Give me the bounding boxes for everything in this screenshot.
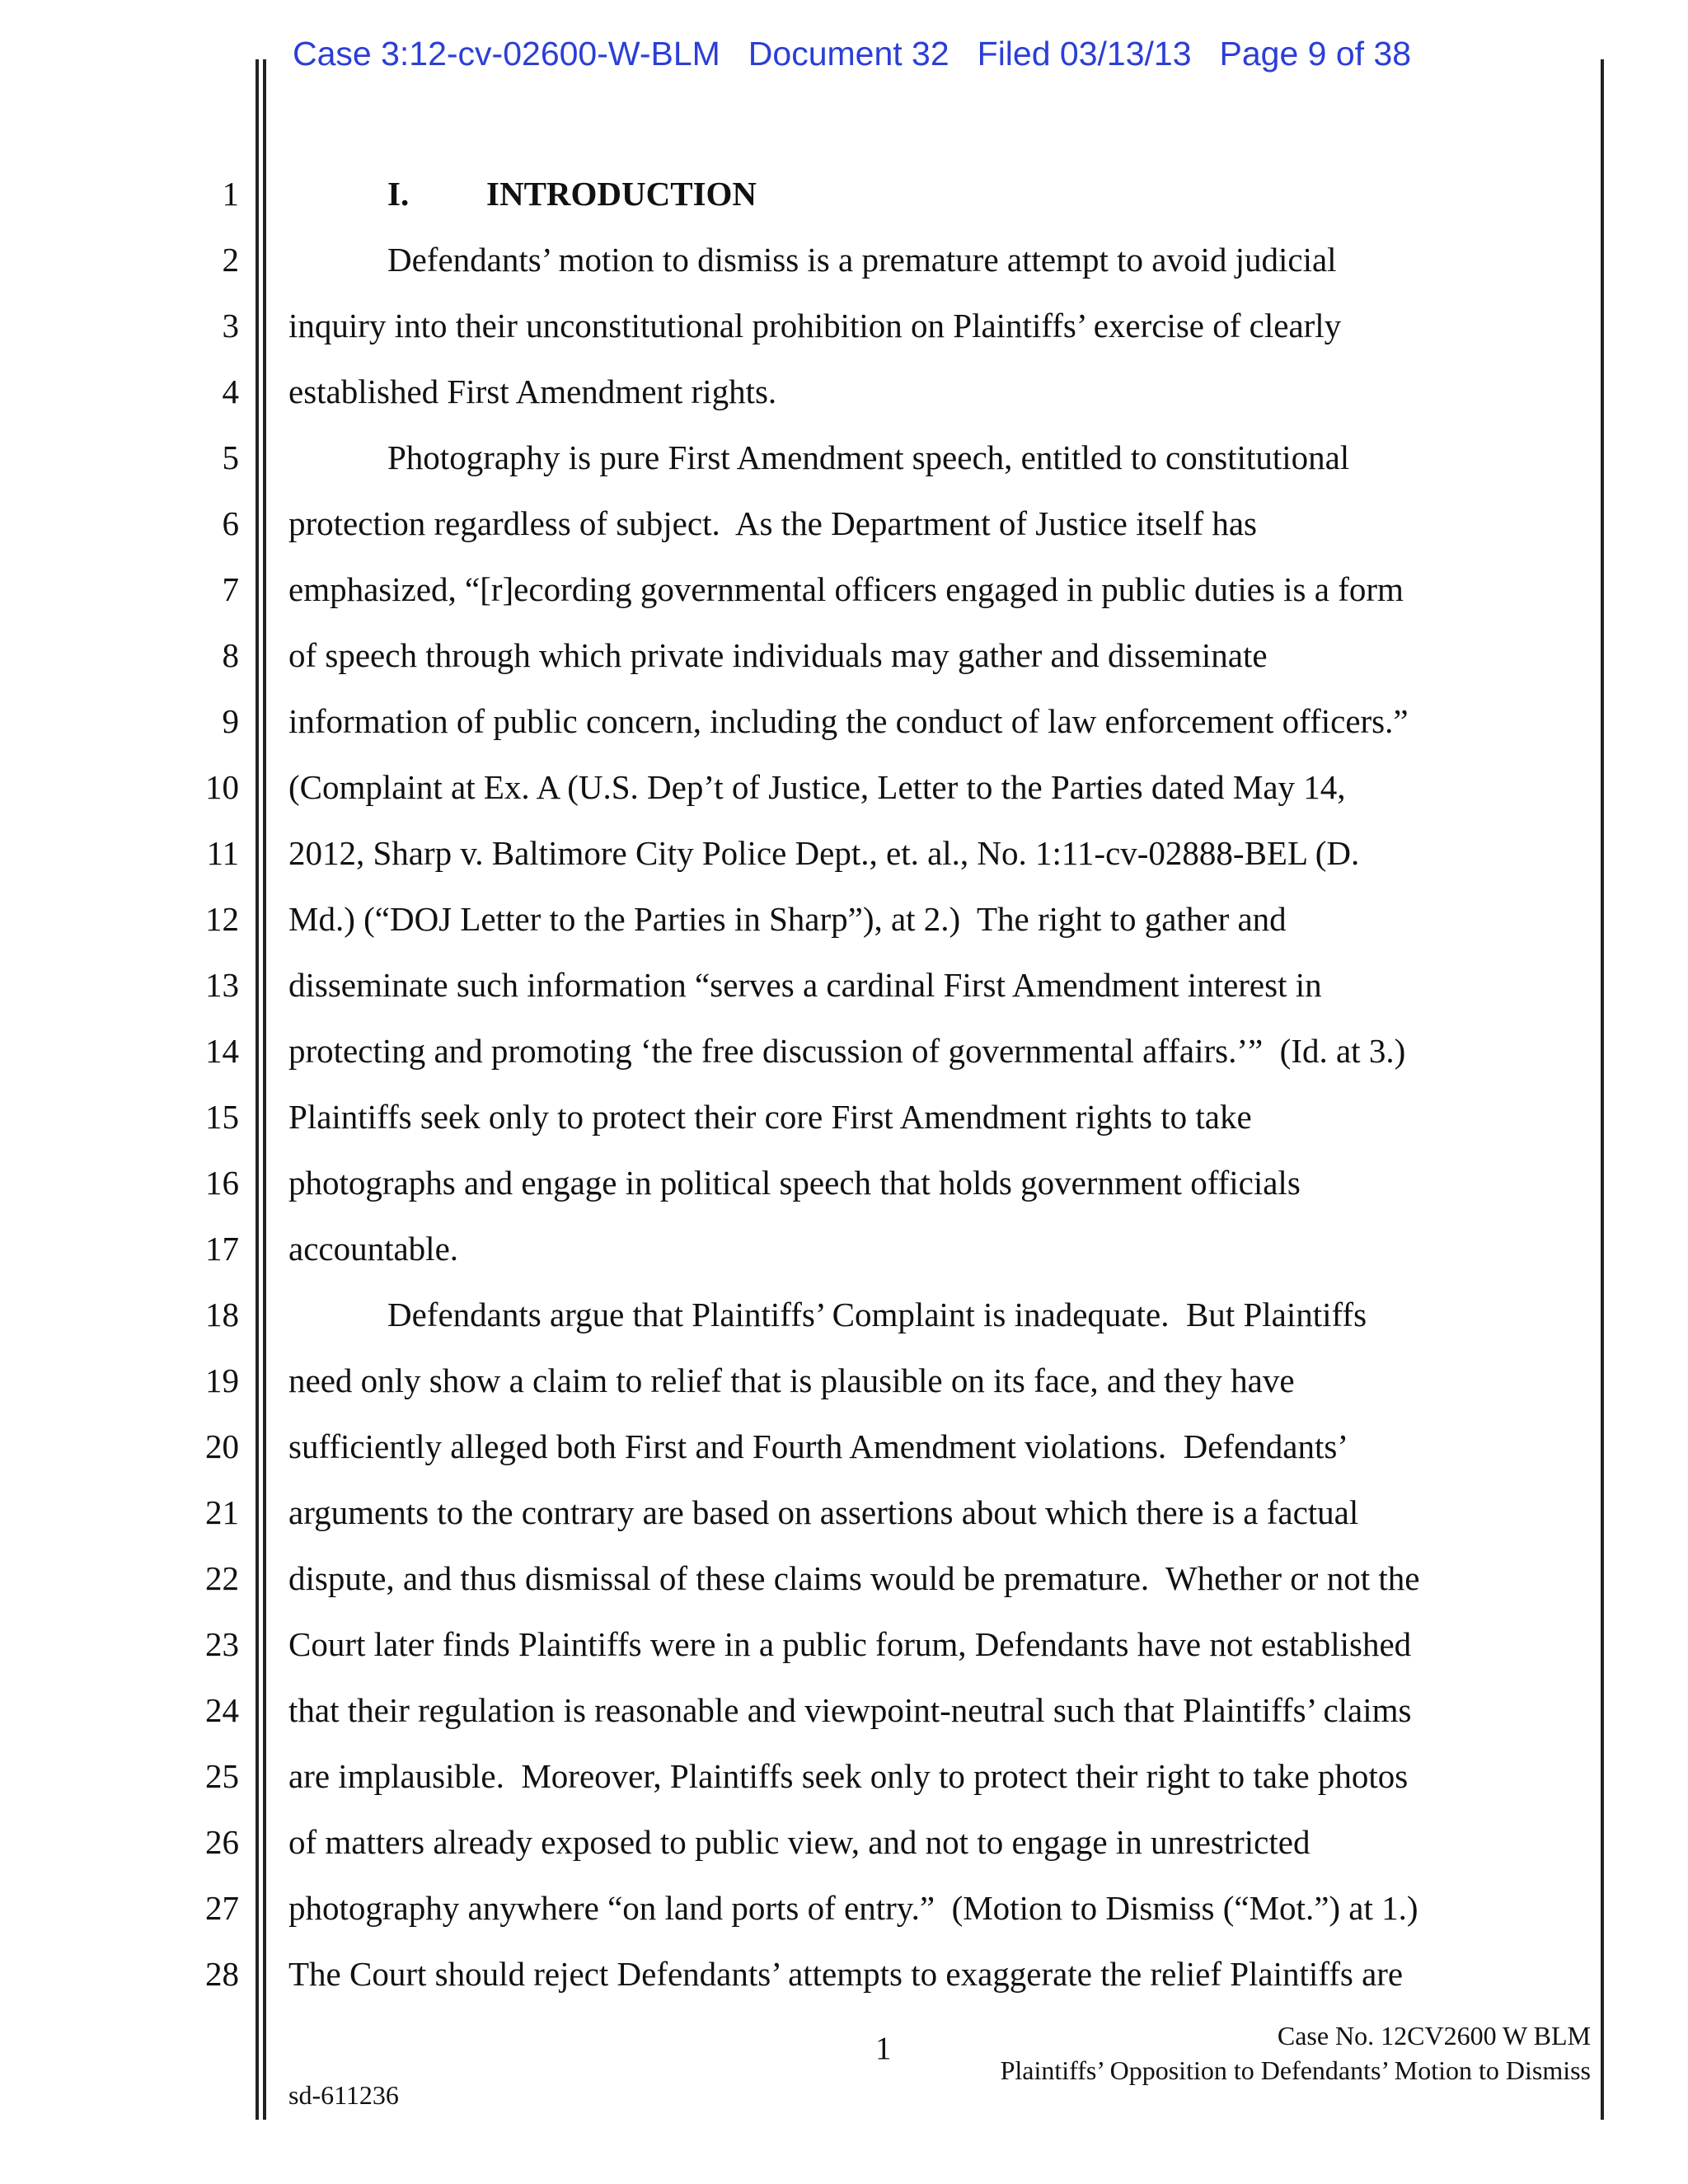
line-number: 10 (205, 768, 239, 806)
text-line: established First Amendment rights. (288, 373, 777, 410)
text-line: are implausible. Moreover, Plaintiffs seek only to protect their right to take photos (288, 1757, 1409, 1795)
text-line: emphasized, “[r]ecording governmental officers engaged in public duties is a form (288, 570, 1404, 608)
line-number: 17 (205, 1230, 239, 1268)
line-number: 5 (222, 438, 239, 476)
text-line: 2012, Sharp v. Baltimore City Police Dept., et. al., No. 1:11-cv-02888-BEL (D. (288, 834, 1360, 872)
text-line: that their regulation is reasonable and viewpoint-neutral such that Plaintiffs’ claims (288, 1691, 1412, 1729)
line-number: 2 (222, 241, 239, 279)
section-title: INTRODUCTION (486, 175, 757, 213)
header-case: Case 3:12-cv-02600-W-BLM (293, 35, 720, 73)
text-line: Photography is pure First Amendment speech, entitled to constitutional (387, 438, 1350, 476)
line-number: 7 (222, 570, 239, 608)
footer-case-number: Case No. 12CV2600 W BLM (1277, 2021, 1591, 2050)
right-margin-rule (1601, 59, 1604, 2120)
text-line: need only show a claim to relief that is plausible on its face, and they have (288, 1361, 1295, 1399)
text-line: inquiry into their unconstitutional prohibition on Plaintiffs’ exercise of clearly (288, 307, 1342, 344)
text-line: protecting and promoting ‘the free discussion of governmental affairs.’” (Id. at 3.) (288, 1032, 1406, 1070)
line-number: 14 (205, 1032, 239, 1070)
text-line: of speech through which private individuals may gather and disseminate (288, 636, 1268, 674)
text-line: photography anywhere “on land ports of entry.” (Motion to Dismiss (“Mot.”) at 1.) (288, 1889, 1418, 1927)
line-number: 13 (205, 966, 239, 1004)
footer-caption (1001, 2019, 1591, 2088)
line-number: 19 (205, 1361, 239, 1399)
line-number: 25 (205, 1757, 239, 1795)
line-number: 9 (222, 702, 239, 740)
line-number: 12 (205, 900, 239, 938)
header-page: Page 9 of 38 (1219, 35, 1412, 73)
line-number: 21 (205, 1493, 239, 1531)
footer-document-title: Plaintiffs’ Opposition to Defendants’ Motion to Dismiss (1000, 2055, 1591, 2085)
section-number: I. (387, 175, 410, 213)
line-number: 18 (205, 1296, 239, 1333)
line-number: 23 (205, 1625, 239, 1663)
footer-document-id: sd-611236 (288, 2080, 399, 2110)
footer-page-number: 1 (875, 2031, 892, 2066)
left-margin-rule-inner (263, 59, 266, 2120)
line-number: 16 (205, 1164, 239, 1202)
text-line: The Court should reject Defendants’ attempts to exaggerate the relief Plaintiffs are (288, 1955, 1404, 1993)
line-number: 15 (205, 1098, 239, 1136)
text-line: disseminate such information “serves a cardinal First Amendment interest in (288, 966, 1322, 1004)
line-number: 28 (205, 1955, 239, 1993)
text-line: Court later finds Plaintiffs were in a public forum, Defendants have not established (288, 1625, 1412, 1663)
line-number: 27 (205, 1889, 239, 1927)
line-number: 24 (205, 1691, 239, 1729)
line-number: 26 (205, 1823, 239, 1861)
text-line: photographs and engage in political speech that holds government officials (288, 1164, 1301, 1202)
ecf-header-stamp (293, 35, 1439, 73)
line-number: 20 (205, 1427, 239, 1465)
line-number: 3 (222, 307, 239, 344)
text-line: accountable. (288, 1230, 459, 1268)
line-number: 11 (206, 834, 239, 872)
text-line: of matters already exposed to public view, and not to engage in unrestricted (288, 1823, 1311, 1861)
text-line: (Complaint at Ex. A (U.S. Dep’t of Justice, Letter to the Parties dated May 14, (288, 768, 1346, 806)
line-number: 22 (205, 1559, 239, 1597)
text-line: sufficiently alleged both First and Fourth Amendment violations. Defendants’ (288, 1427, 1348, 1465)
line-number: 4 (222, 373, 239, 410)
text-line: Defendants’ motion to dismiss is a premature attempt to avoid judicial (387, 241, 1337, 279)
line-number: 8 (222, 636, 239, 674)
text-line: dispute, and thus dismissal of these claims would be premature. Whether or not the (288, 1559, 1420, 1597)
text-line: Defendants argue that Plaintiffs’ Complaint is inadequate. But Plaintiffs (387, 1296, 1367, 1333)
text-line: Plaintiffs seek only to protect their core First Amendment rights to take (288, 1098, 1252, 1136)
left-margin-rule-outer (256, 59, 259, 2120)
line-number: 6 (222, 504, 239, 542)
text-line: information of public concern, including the conduct of law enforcement officers.” (288, 702, 1409, 740)
text-line: protection regardless of subject. As the Department of Justice itself has (288, 504, 1258, 542)
text-line: Md.) (“DOJ Letter to the Parties in Sharp”), at 2.) The right to gather and (288, 900, 1287, 938)
line-number: 1 (222, 175, 239, 213)
section-heading (387, 177, 757, 211)
text-line: arguments to the contrary are based on assertions about which there is a factual (288, 1493, 1359, 1531)
header-filed: Filed 03/13/13 (977, 35, 1192, 73)
header-document: Document 32 (748, 35, 950, 73)
